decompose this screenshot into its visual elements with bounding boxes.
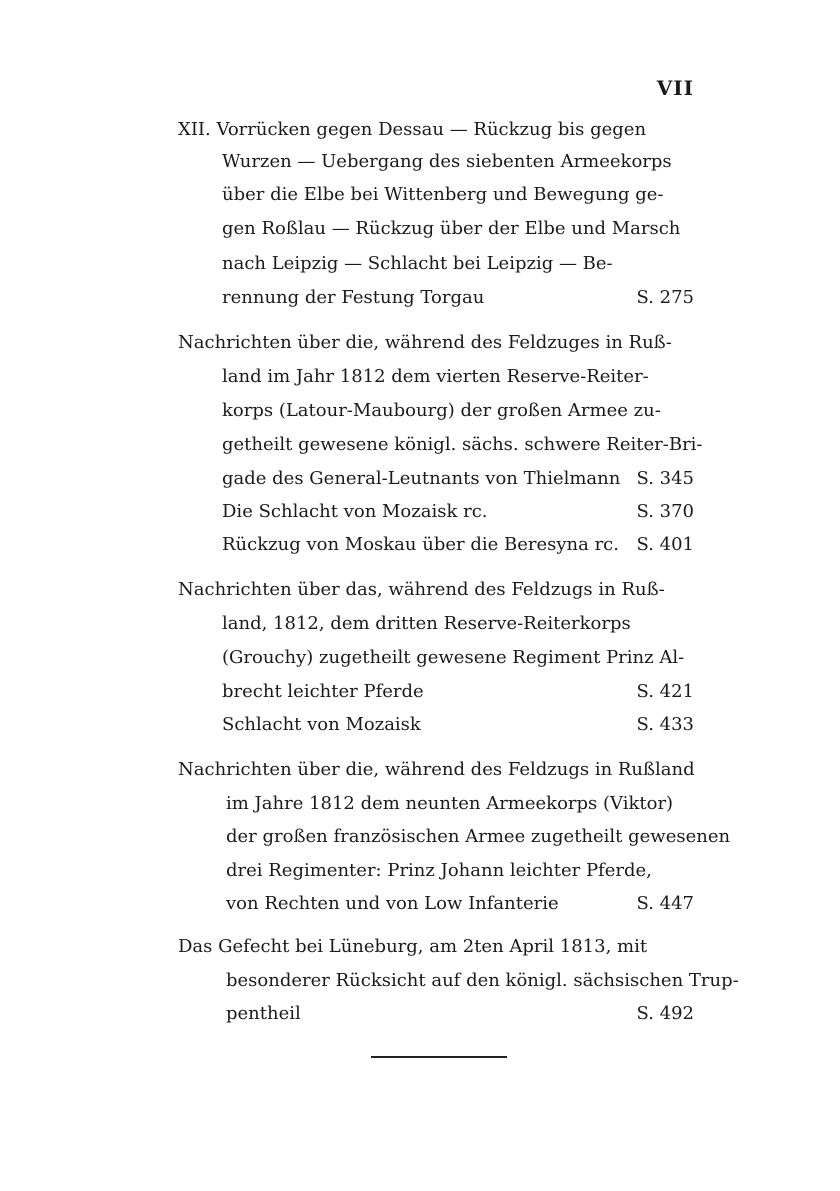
toc-line: Rückzug von Moskau über die Beresyna rc. (222, 534, 619, 555)
toc-page-ref: S. 401 (636, 534, 694, 555)
toc-line: Die Schlacht von Mozaisk rc. (222, 501, 488, 522)
toc-page-ref: S. 492 (636, 1003, 694, 1024)
toc-page-ref: S. 370 (636, 501, 694, 522)
toc-line: getheilt gewesene königl. sächs. schwere Reiter-Bri- (222, 434, 703, 455)
toc-line: rennung der Festung Torgau (222, 287, 485, 308)
closing-rule (371, 1056, 507, 1058)
toc-line: pentheil (226, 1003, 301, 1024)
toc-line: nach Leipzig — Schlacht bei Leipzig — Be- (222, 253, 613, 274)
toc-line: gade des General-Leutnants von Thielmann (222, 468, 621, 489)
toc-line: Schlacht von Mozaisk (222, 714, 421, 735)
toc-line: besonderer Rücksicht auf den königl. sächsischen Trup- (226, 970, 739, 991)
toc-page-ref: S. 433 (636, 714, 694, 735)
toc-line: land im Jahr 1812 dem vierten Reserve-Reiter- (222, 366, 649, 387)
toc-line: XII. Vorrücken gegen Dessau — Rückzug bis gegen (178, 119, 647, 140)
toc-line: Nachrichten über die, während des Feldzuges in Ruß- (178, 332, 672, 353)
toc-line: im Jahre 1812 dem neunten Armeekorps (Viktor) (226, 793, 674, 814)
toc-line: gen Roßlau — Rückzug über der Elbe und Marsch (222, 218, 681, 239)
toc-line: korps (Latour-Maubourg) der großen Armee zu- (222, 400, 661, 421)
toc-page-ref: S. 345 (636, 468, 694, 489)
toc-line: der großen französischen Armee zugetheilt gewesenen (226, 826, 731, 847)
toc-line: von Rechten und von Low Infanterie (226, 893, 559, 914)
toc-line: Nachrichten über die, während des Feldzugs in Rußland (178, 759, 695, 780)
toc-page-ref: S. 421 (636, 681, 694, 702)
toc-line: drei Regimenter: Prinz Johann leichter Pferde, (226, 860, 652, 881)
toc-line: land, 1812, dem dritten Reserve-Reiterkorps (222, 613, 631, 634)
toc-page-ref: S. 447 (636, 893, 694, 914)
toc-line: Das Gefecht bei Lüneburg, am 2ten April 1813, mit (178, 936, 648, 957)
page-number: VII (656, 76, 694, 100)
toc-line: brecht leichter Pferde (222, 681, 424, 702)
toc-page-ref: S. 275 (636, 287, 694, 308)
toc-line: (Grouchy) zugetheilt gewesene Regiment Prinz Al- (222, 647, 685, 668)
toc-line: Nachrichten über das, während des Feldzugs in Ruß- (178, 579, 665, 600)
toc-line: über die Elbe bei Wittenberg und Bewegung ge- (222, 184, 664, 205)
toc-line: Wurzen — Uebergang des siebenten Armeekorps (222, 151, 672, 172)
